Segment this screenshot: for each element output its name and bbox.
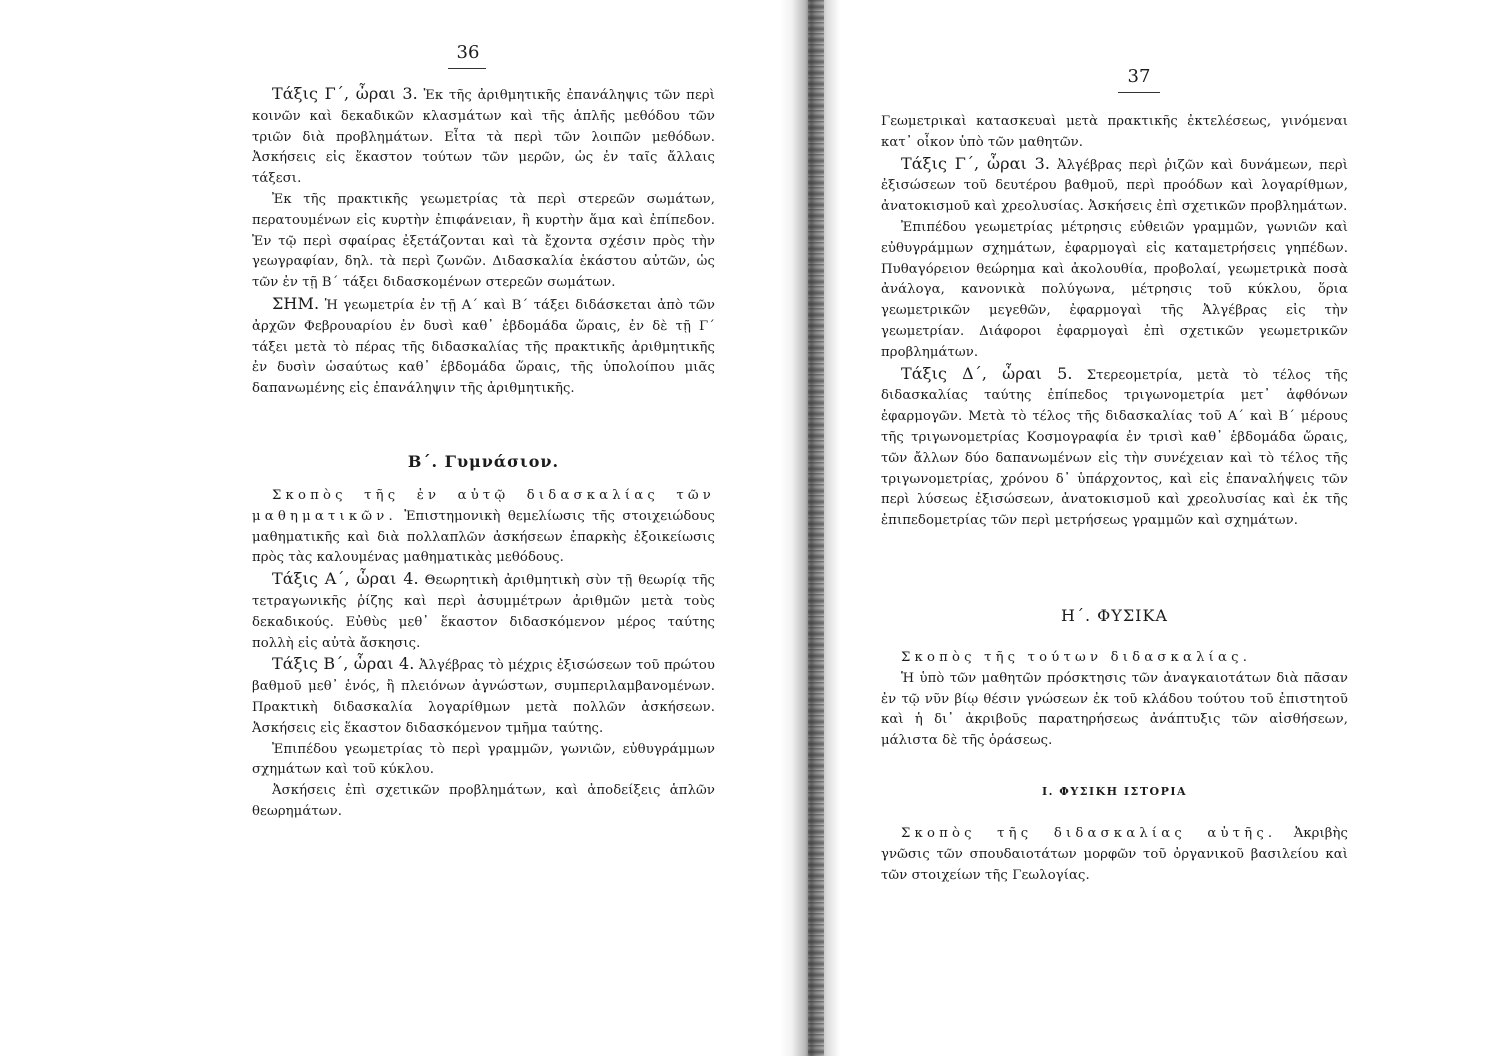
paragraph-text: Ἀσκήσεις ἐπὶ σχετικῶν προβλημάτων, καὶ ἀποδείξεις ἁπλῶν θεωρημάτων. — [252, 783, 715, 819]
paragraph-text: Ἀλγέβρας περὶ ῥιζῶν καὶ δυνάμεων, περὶ ἐξισώσεων τοῦ δευτέρου βαθμοῦ, περὶ προόδων καὶ λογαρίθμων, ἀνατοκισμοῦ καὶ χρεολυσίας. Ἀσκήσεις ἐπὶ σχετικῶν προβλημάτων. — [881, 157, 1348, 215]
paragraph-text: Γεωμετρικαὶ κατασκευαὶ μετὰ πρακτικῆς ἐκτελέσεως, γινόμεναι κατ᾽ οἶκον ὑπὸ τῶν μαθητῶν. — [881, 114, 1348, 150]
right-body-text — [881, 112, 1348, 532]
section-heading-gymnasion: Β΄. Γυμνάσιον. — [407, 452, 560, 471]
section-heading-physics: Η΄. ΦΥΣΙΚΑ — [1061, 606, 1168, 625]
page-number-rule-right — [1118, 92, 1160, 93]
paragraph-text: Θεωρητικὴ ἀριθμητικὴ σὺν τῇ θεωρίᾳ τῆς τετραγωνικῆς ῥίζης καὶ περὶ ἀσυμμέτρων ἀριθμῶν μετὰ τοὺς δεκαδικούς. Εὐθὺς μεθ᾽ ἕκαστον διδασκόμενον μέρος ταύτης πολλὴ εἰς αὐτὰ ἄσκησις. — [252, 573, 715, 651]
paragraph — [252, 486, 715, 569]
class-lead: Τάξις Δ΄, ὧραι 5. — [901, 363, 1073, 383]
section-heading-natural-history: Ι. ΦΥΣΙΚΗ ΙΣΤΟΡΙΑ — [1041, 785, 1188, 798]
paragraph-text: Ἐπιστημονικὴ θεμελίωσις τῆς στοιχειώδους μαθηματικῆς καὶ διὰ πολλαπλῶν ἀσκήσεων ἐπαρκὴς ἐξοικείωσις πρὸς τὰς καλουμένας μαθηματικὰς μεθόδους. — [252, 508, 715, 566]
paragraph-text: Ἐπιπέδου γεωμετρίας τὸ περὶ γραμμῶν, γωνιῶν, εὐθυγράμμων σχημάτων καὶ τοῦ κύκλου. — [252, 741, 715, 778]
page-number-rule-left — [448, 68, 486, 69]
paragraph — [252, 740, 715, 782]
paragraph — [881, 364, 1348, 532]
paragraph — [252, 190, 715, 294]
paragraph-text: Ἐκ τῆς πρακτικῆς γεωμετρίας τὰ περὶ στερεῶν σωμάτων, περατουμένων εἰς κυρτὴν ἐπιφάνειαν, ἢ κυρτὴν ἅμα καὶ ἐπίπεδον. Ἐν τῷ περὶ σφαίρας ἐξετάζονται καὶ τὰ ἔχοντα σχέσιν πρὸς τὴν γεωγραφίαν, δηλ. τὰ περὶ ζωνῶν. Διδασκαλία ἑκάστου αὐτῶν, ὡς τῶν ἐν τῇ Β΄ τάξει διδασκομένων στερεῶν σωμάτων. — [252, 191, 715, 291]
page-number-left: 36 — [456, 42, 480, 63]
natural-history-text — [881, 824, 1348, 886]
paragraph — [881, 218, 1348, 364]
class-lead: Τάξις Γ΄, ὦραι 3. — [272, 84, 418, 103]
note-lead: ΣΗΜ. — [272, 293, 320, 313]
paragraph — [881, 824, 1348, 886]
left-section-text — [252, 486, 715, 823]
paragraph — [252, 654, 715, 739]
paragraph — [881, 648, 1348, 669]
paragraph-text: Ἡ ὑπὸ τῶν μαθητῶν πρόσκτησις τῶν ἀναγκαιοτάτων διὰ πᾶσαν ἐν τῷ νῦν βίῳ θέσιν γνώσεων ἐκ τοῦ κλάδου τούτου τοῦ ἐπιστητοῦ καὶ ἡ δι᾽ ἀκριβοῦς παρατηρήσεως ἀνάπτυξις τῶν αἰσθήσεων, μάλιστα δὲ τῆς ὁράσεως. — [881, 670, 1348, 749]
class-lead: Τάξις Γ΄, ὧραι 3. — [901, 153, 1051, 173]
paragraph — [881, 669, 1348, 752]
class-lead: Τάξις Α΄, ὧραι 4. — [272, 569, 419, 589]
paragraph — [881, 112, 1348, 154]
spaced-lead: Σκοπὸς τῆς ἐν αὐτῷ διδασκαλίας τῶν μαθηματικῶν. — [252, 488, 715, 524]
left-body-text — [252, 84, 715, 400]
paragraph — [881, 154, 1348, 218]
paragraph — [252, 84, 715, 190]
paragraph — [252, 569, 715, 654]
paragraph-text: Στερεομετρία, μετὰ τὸ τέλος τῆς διδασκαλίας ταύτης ἐπίπεδος τριγωνομετρία μετ᾽ ἀφθόνων ἐφαρμογῶν. Μετὰ τὸ τέλος τῆς διδασκαλίας τοῦ Α΄ καὶ Β΄ μέρους τῆς τριγωνομετρίας Κοσμογραφία ἐν τρισὶ καθ᾽ ἑβδομάδα ὥραις, τῶν ἄλλων δύο δαπανωμένων εἰς τὴν συνέχειαν καὶ τὸ τέλος τῆς τριγωνομετρίας, χρόνου δ᾽ ὑπάρχοντος, καὶ εἰς ἐπαναλήψεις τῶν περὶ λύσεως ἐξισώσεων, ἀνατοκισμοῦ καὶ χρεολυσίας καὶ ἐκ τῆς ἐπιπεδομετρίας τῶν περὶ μετρήσεως γραμμῶν καὶ σχημάτων. — [881, 367, 1348, 529]
page-number-right: 37 — [1127, 66, 1151, 87]
spaced-lead: Σκοπὸς τῆς τούτων διδασκαλίας. — [901, 650, 1252, 665]
paragraph-text: Ἀκριβὴς γνῶσις τῶν σπουδαιοτάτων μορφῶν τοῦ ὀργανικοῦ βασιλείου καὶ τῶν στοιχείων τῆς Γεωλογίας. — [881, 826, 1349, 883]
paragraph — [252, 294, 715, 400]
spaced-lead: Σκοπὸς τῆς διδασκαλίας αὐτῆς. — [901, 826, 1277, 841]
paragraph-text: Ἡ γεωμετρία ἐν τῇ Α΄ καὶ Β΄ τάξει διδάσκεται ἀπὸ τῶν ἀρχῶν Φεβρουαρίου ἐν δυσὶ καθ᾽ ἑβδομάδα ὥραις, ἐν δὲ τῇ Γ΄ τάξει μετὰ τὸ πέρας τῆς διδασκαλίας τῆς πρακτικῆς ἀριθμητικῆς ἐν δυσὶν ὡσαύτως καθ᾽ ἑβδομάδα ὥραις, τῆς ὑπολοίπου μιᾶς δαπανωμένης εἰς ἐπανάληψιν τῆς ἀριθμητικῆς. — [252, 297, 715, 397]
right-page — [800, 0, 1500, 1056]
paragraph-text: Ἐπιπέδου γεωμετρίας μέτρησις εὐθειῶν γραμμῶν, γωνιῶν καὶ εὐθυγράμμων σχημάτων, ἐφαρμογαὶ εἰς καταμετρήσεις γηπέδων. Πυθαγόρειον θεώρημα καὶ ἀκολουθία, προβολαί, γεωμετρικὰ ποσὰ ἀνάλογα, κανονικὰ πολύγωνα, μέτρησις τοῦ κύκλου, ὅρια γεωμετρικῶν μεγεθῶν, ἐφαρμογαὶ τῆς Ἀλγέβρας εἰς τὴν γεωμετρίαν. Διάφοροι ἐφαρμογαὶ ἐπὶ σχετικῶν γεωμετρικῶν προβλημάτων. — [881, 219, 1348, 360]
paragraph-text: Ἐκ τῆς ἀριθμητικῆς ἐπανάληψις τῶν περὶ κοινῶν καὶ δεκαδικῶν κλασμάτων καὶ τῆς ἁπλῆς μεθόδου τῶν τριῶν διὰ προβλημάτων. Εἶτα τὰ περὶ τῶν λοιπῶν μεθόδων. Ἀσκήσεις εἰς ἕκαστον τούτων τῶν μερῶν, ὡς ἐν ταῖς ἄλλαις τάξεσι. — [252, 88, 716, 187]
paragraph — [252, 781, 715, 823]
physics-text — [881, 648, 1348, 752]
paragraph-text: Ἀλγέβρας τὸ μέχρις ἐξισώσεων τοῦ πρώτου βαθμοῦ μεθ᾽ ἑνός, ἢ πλειόνων ἀγνώστων, συμπεριλαμβανομένων. Πρακτικὴ διδασκαλία λογαρίθμων μετὰ πολλῶν ἀσκήσεων. Ἀσκήσεις εἰς ἕκαστον διδασκόμενον τμῆμα ταύτης. — [252, 658, 715, 736]
class-lead: Τάξις Β΄, ὧραι 4. — [272, 654, 415, 674]
